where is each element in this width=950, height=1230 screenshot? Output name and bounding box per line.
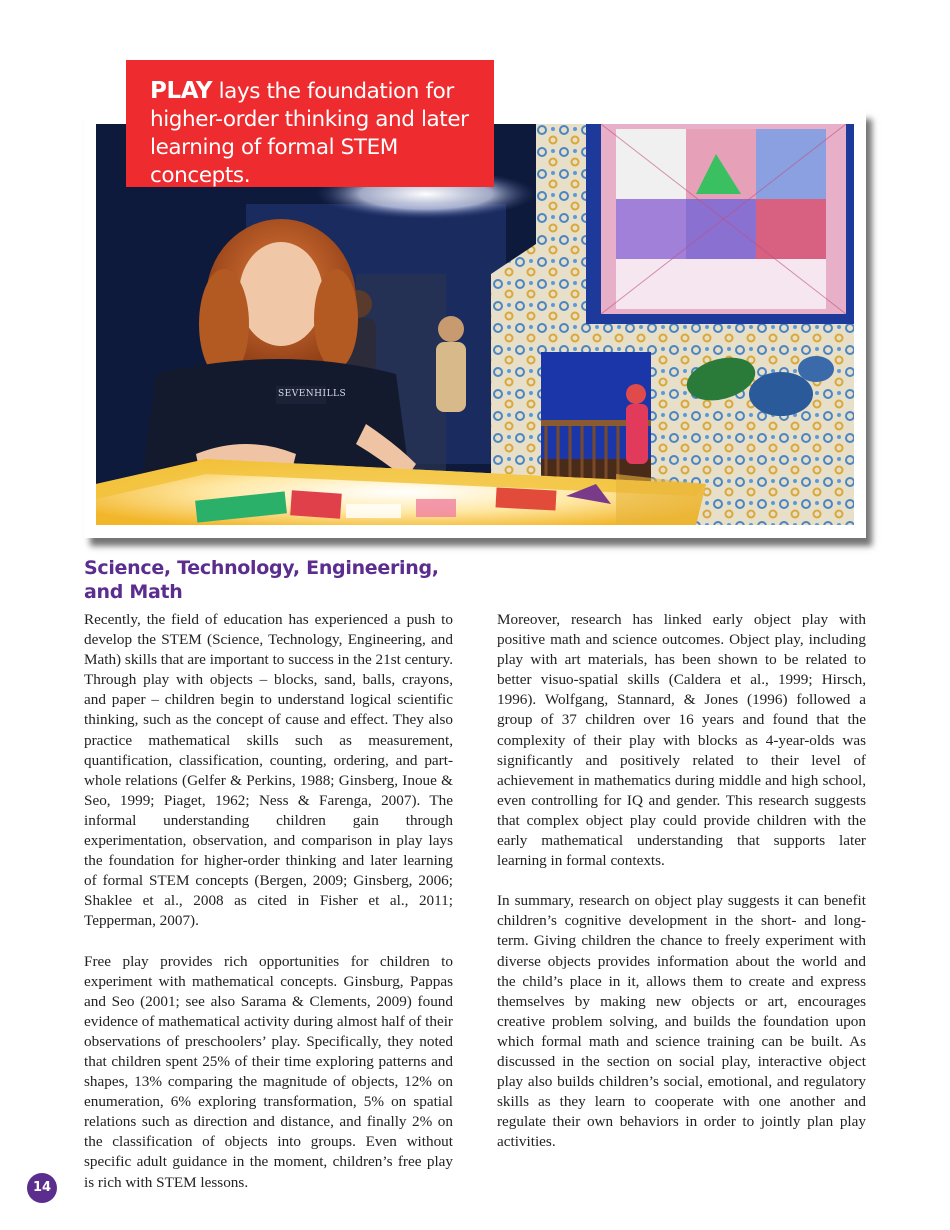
page-number: 14 <box>27 1173 57 1203</box>
paragraph: Free play provides rich opportunities for children to experiment with mathematical concepts. Ginsburg, Pappas and Seo (2001; see also Sarama & Clements, 2009) found evidence of mathematical activity during almost half of their observations of preschoolers’ play. Specifically, they noted that children spent 25% of their time exploring patterns and shapes, 13% comparing the magnitude of objects, 12% on enumeration, 6% exploring transformation, 5% on spatial relations such as direction and distance, and finally 2% on the classification of objects into groups. Even without specific adult guidance in the moment, children’s free play is rich with STEM lessons. <box>84 952 453 1191</box>
callout-lead: PLAY <box>150 78 213 104</box>
paragraph: Moreover, research has linked early object play with positive math and science outcomes. Object play, including play with art materials, has been shown to be related to better visuo-spatial skills (Caldera et al., 1999; Hirsch, 1996). Wolfgang, Stannard, & Jones (1996) followed a group of 37 children over 16 years and found that the complexity of their play with blocks as 4-year-olds was significantly and positively related to their level of achievement in mathematics during middle and high school, even controlling for IQ and gender. This research suggests that complex object play could provide children with the early mathematical understanding that supports later learning in formal contexts. <box>497 611 866 870</box>
left-column <box>84 610 453 1213</box>
shirt-logo: SEVENHILLS <box>278 389 347 399</box>
callout-text: lays the foundation for higher-order thinking and later learning of formal STEM concepts. <box>150 79 469 188</box>
paragraph: In summary, research on object play suggests it can benefit children’s cognitive development in the short- and long-term. Giving children the chance to freely experiment with diverse objects provides information about the world and the child’s place in it, allows them to create and express themselves by making new objects or art, encourages creative problem solving, and builds the foundation upon which formal math and science training can be built. As discussed in the section on social play, interactive object play also builds children’s social, emotional, and regulatory skills as they learn to cooperate with one another and regulate their own behaviors in order to jointly plan play activities. <box>497 892 866 1151</box>
pull-quote-callout <box>126 60 494 187</box>
paragraph: Recently, the field of education has experienced a push to develop the STEM (Science, Technology, Engineering, and Math) skills that are important to success in the 21st century. Through play with objects – blocks, sand, balls, crayons, and paper – children begin to understand logical scientific thinking, such as the concept of cause and effect. They also practice mathematical skills such as measurement, quantification, classification, counting, ordering, and part-whole relations (Gelfer & Perkins, 1988; Ginsberg, Inoue & Seo, 1999; Piaget, 1962; Ness & Farenga, 2007). The informal understanding children gain through experimentation, observation, and comparison in play lays the foundation for higher-order thinking and later learning of formal STEM concepts (Bergen, 2009; Ginsberg, 2006; Shaklee et al., 2008 as cited in Fisher et al., 2011; Tepperman, 2007). <box>84 611 453 930</box>
section-heading: Science, Technology, Engineering, and Math <box>84 557 439 603</box>
right-column <box>497 610 866 1172</box>
